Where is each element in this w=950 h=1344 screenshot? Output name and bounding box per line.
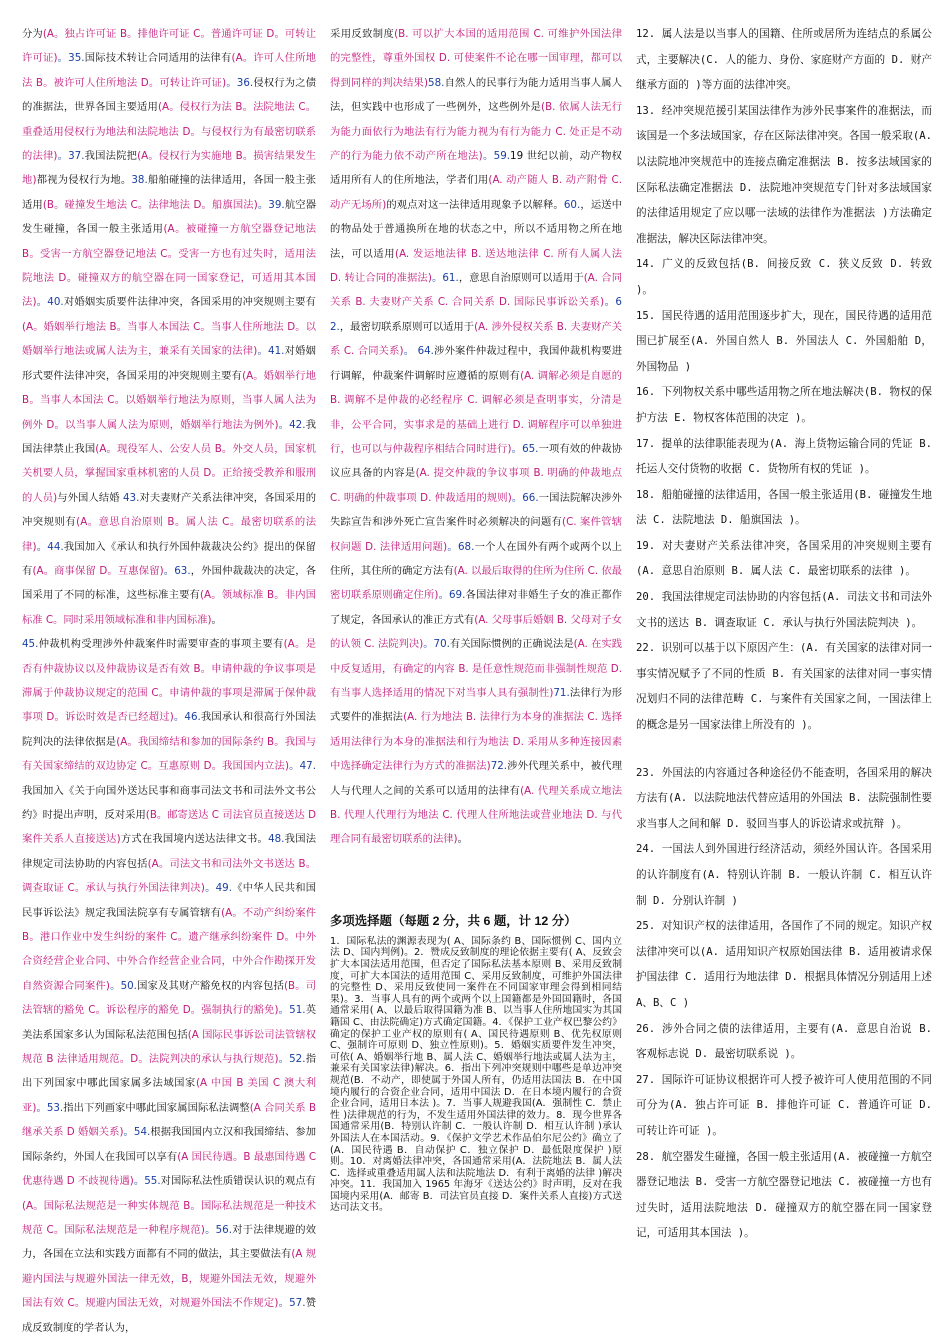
question-number: 。66. (511, 491, 539, 504)
question-number: 。36. (226, 76, 254, 89)
question-text: 仲裁机构受理涉外仲裁案件时需要审查的事项主要有 (38, 638, 284, 651)
question-text: 英美法系国家多认为国际私法范围包括 (22, 1004, 316, 1041)
question-number: 。46. (173, 711, 201, 724)
question-item: 24. 一国法人到外国进行经济活动，须经外国认许。各国采用的认许制度有(A. 特别认许制 B. 一般认许制 C. 相互认许制 D. 分别认许制 ) (636, 843, 932, 907)
question-number: 。51. (278, 1004, 306, 1017)
answer-text: (A 规避内国法与规避外国法一律无效，B，规避外国法无效，规避外国法有效 C。规避内国法无效，对规避外国法不作规定) (22, 1248, 317, 1310)
question-number: 48. (268, 833, 285, 846)
question-number: 。56. (204, 1223, 232, 1236)
answer-text: (B。邮寄送达 C 司法官员直接送达 D 案件关系人直接送达) (22, 809, 316, 846)
question-text: 一个人在国外有两个或两个以上住所，其住所的确定方法有 (330, 540, 622, 577)
question-number: 58. (428, 76, 445, 89)
question-text: 航空器发生碰撞，各国一般主张适用 (22, 198, 316, 236)
answer-text: (B. 可以扩大本国的适用范围 C. 可维护外国法律的完整性，尊重外国权 D. 可使案件不论在哪一国审理，都可以得到同样的判决结果) (330, 28, 623, 89)
question-text: 。 (211, 613, 222, 626)
answer-text: (A. 以最后取得的住所为住所 C. 依最密切联系原则确定住所) (330, 564, 622, 602)
question-number: 。40. (36, 296, 64, 309)
question-number: 。55. (133, 1175, 161, 1188)
question-number: 。44. (36, 540, 64, 553)
question-text: ，意思自治原则可以适用于 (458, 272, 584, 285)
answer-text: (A 合同关系 B 继承关系 D 婚姻关系) (22, 1101, 317, 1139)
answer-text: (A。被碰撞一方航空器登记地法 B。受害一方航空器登记地法 C。受害一方也有过失时，适用法院地法 D。碰撞双方的航空器在同一国家登记，可适用其本国法) (22, 223, 316, 309)
question-number: 。70. (423, 638, 450, 651)
question-text: 方式在我国境内送达法律文书。 (120, 833, 269, 846)
question-text: 我国法律规定司法协助的内容包括 (22, 833, 317, 870)
question-text: 我国承认和很高行外国法院判决的法律依据是 (22, 711, 316, 748)
question-text: 船舶碰撞的法律适用，各国一般主张适用 (22, 174, 316, 211)
question-text: 国际技术转让合同适用的法律有 (84, 52, 232, 65)
answer-paragraph (330, 22, 622, 852)
answer-text: (A。领域标准 B。非内国标准 C。同时采用领域标准和非内国标准) (22, 589, 317, 626)
multiple-choice-heading: 多项选择题（每题 2 分，共 6 题，计 12 分） (330, 913, 577, 928)
question-text: 各国法律对非婚生子女的准正都作了规定，各国承认的准正方式有 (330, 589, 622, 626)
question-text: 根据我国国内立汉和我国缔结、参加国际条约，外国人在我国可以享有 (22, 1126, 316, 1163)
answer-text: (A. 动产随人 B. 动产附骨 C. 动产无场所) (330, 174, 623, 211)
question-text: 赞成反致制度的学者认为， (22, 1297, 317, 1334)
answer-text: (B。司法管辖的豁免 C。诉讼程序的豁免 D。强制执行的豁免) (22, 979, 316, 1017)
question-text: ，最密切联系原则可以适用于 (339, 320, 475, 333)
answer-paragraph (22, 22, 316, 632)
question-number: 。69. (438, 589, 466, 602)
question-number: 72. (490, 760, 508, 773)
middle-column (330, 22, 622, 1214)
question-number: 。68. (447, 540, 475, 553)
answer-text: (A。国际私法规范是一种实体规范 B。国际私法规范是一种技术规范 C。国际私法规范是一种程序规范) (22, 1199, 316, 1236)
answer-text: (B. 依属人法无行为能力面依行为地法有行为能力视为有行为能力 C. 处正是不动产的行为能力依不动产所在地法) (330, 101, 622, 163)
answer-text: (A. 代理关系成立地法 B. 代理人代理行为地法 C. 代理人住所地法或营业地法 D. 与代理合同有最密切联系的法律) (330, 784, 623, 846)
question-number: 。63. (163, 564, 191, 577)
question-number: 38. (131, 174, 148, 187)
question-item: 25. 对知识产权的法律适用，各国作了不同的规定。知识产权法律冲突可以(A. 适用知识产权原始国法律 B. 适用被请求保护国法律 C. 适用行为地法律 D. 根据具体情况分别适用上述 A、B、C ) (636, 920, 932, 1009)
multiple-choice-questions: 1．国际私法的渊源表现为( A、国际条约 B、国际惯例 C、国内立法 D、国内判例)。2．赞成反致制度的理论依据主要有( A、反致会扩大本国法适用范围，但否定了国际私法基本原则 B、采用反致制度，可扩大本国法的适用范围 C、采用反致制度，可维护外国法律的完整性 D、采用反致使同一案件在不同国家审理会得到相同结果)。3．当事人具有的两个或两个以上国籍都是外国国籍时，各国通常采用( A、以最后取得国籍为准 B、以当事人住所地国实为其国籍国 C、由法院确定)方式确定国籍。4．《保护工业产权巴黎公约》确定的保护工业产权的原则有( A、国民待遇原则 B、优先权原则 C、强制许可原则 D、独立性原则)。5．婚姻实质要件发生冲突，可依( A、婚姻举行地 B、属人法 C、婚姻举行地法或属人法为主，兼采有关国家法律)解决。6．指出下列冲突规则中哪些是单边冲突规范(B．不动产，即使属于外国人所有，仍适用法国法 B．在中国境内履行的合资企业合同，适用中国法 D．在日本境内履行的合资企业合同，适用日本法 )。7．当事人规避我国(A．强制性 C．禁止性 )法律规范的行为，不发生适用外国法律的效力。8．现今世界各国通常采用(B．特别认许制 C．一般认许制 D．相互认许制 )承认外国法人在本国活动。9．《保护文学艺术作品伯尔尼公约》确立了(A．国民待遇 B．自动保护 C．独立保护 D．最低限度保护 )原则。10．对离婚法律冲突，各国通常采用(A．法院地法 B．属人法 C．选择或重叠适用属人法和法院地法 D．有利于离婚的法律 )解决冲突。11．我国加入 1965 年海牙《送达公约》时声明，反对在我国境内采用(A．邮寄 B．司法官员直接 D．案件关系人直接)方式送达司法文书。 (330, 935, 622, 1214)
question-text: 我国法律禁止我国 (22, 418, 316, 455)
question-number: 。62. (330, 296, 622, 333)
answer-text: (A。我国缔结和参加的国际条约 B。我国与有关国家缔结的双边协定 C。互惠原则 D。我国国内立法) (22, 735, 317, 773)
answer-text: (A。商事保留 D。互惠保留) (32, 564, 164, 577)
answer-text: (A. 涉外侵权关系 B. 夫妻财产关系 C. 合同关系) (330, 320, 623, 358)
question-number: 。47. (288, 760, 316, 773)
answer-text: (C. 案件管辖权问题 D. 法律适用问题) (330, 516, 622, 553)
question-number: 。 64. (403, 345, 434, 358)
answer-text: (A。许可人住所地法 B。被许可人住所地法 D。可转让许可证) (22, 52, 317, 89)
question-number: 。59. (482, 150, 511, 163)
right-column (636, 22, 932, 1247)
question-text: 法律行为形式要件的准据法 (330, 686, 622, 724)
question-number: 。39. (257, 198, 285, 211)
question-item: 23. 外国法的内容通过各种途径仍不能查明，各国采用的解决方法有(A. 以法院地法代替应适用的外国法 B. 法院强制性要求当事人之间和解 D. 驳回当事人的诉讼请求或抗辩 )。 (636, 766, 932, 830)
question-number: 。53. (36, 1101, 64, 1114)
answer-text: (A。侵权行为实施地 B。损害结果发生地) (22, 150, 316, 187)
question-number: 。57. (278, 1297, 306, 1310)
question-text: 的观点对这一法律适用现象予以解释。 (386, 198, 564, 211)
answer-text: (A. 行为地法 B. 法律行为本身的准据法 C. 选择适用法律行为本身的准据法和行为地法 D. 采用从多种连接因素中选择确定法律行为方式的准据法) (330, 711, 622, 773)
question-text: 自然人的民事行为能力适用当事人属人法，但实践中也形成了一些例外，这些例外是 (330, 76, 622, 114)
answer-text: (A。现役军人、公安人员 B。外交人员，国家机关机要人员，掌握国家重林机密的人员 D。正给接受教养和服刑的人员) (22, 442, 316, 504)
question-item: 27. 国际许可证协议根据许可人授予被许可人使用范围的不同可分为(A. 独占许可证 B. 排他许可证 C. 普通许可证 D. 可转让许可证 )。 (636, 1073, 932, 1137)
question-item: 12. 属人法是以当事人的国籍、住所或居所为连结点的系属公式，主要解决(C. 人的能力、身份、家庭财产方面的 D. 财产继承方面的 )等方面的法律冲突。 (636, 28, 932, 92)
question-number: 。65. (511, 442, 539, 455)
spacer (330, 852, 622, 910)
answer-text: (A。不动产纠纷案件 B。港口作业中发生纠纷的案件 C。遗产继承纠纷案件 D。中外合资经营企业合同、中外合作经营企业合同，中外合作勘探开发自然资源合同案件) (22, 906, 317, 992)
question-text: 侵权行为之债的准据法，世界各国主要适用 (22, 76, 316, 114)
spacer (636, 739, 932, 761)
answer-text: (A. 合同关系 B. 夫妻财产关系 C. 合同关系 D. 国际民事诉讼关系) (330, 272, 622, 309)
answer-text: (A。司法文书和司法外文书送达 B。调查取证 C。承认与执行外国法律判决) (22, 857, 316, 895)
question-text: 与外国人结婚 (57, 491, 123, 504)
question-number: 43. (122, 491, 140, 504)
answer-text: (A。独占许可证 B。排他许可证 C。普通许可证 D。可转让许可证) (22, 28, 317, 65)
question-item: 18. 船舶碰撞的法律适用，各国一般主张适用(B. 碰撞发生地法 C. 法院地法 D. 船旗国法 )。 (636, 488, 932, 527)
question-number: 。49. (204, 882, 232, 895)
answer-text: (A. 提交仲裁的争议事项 B. 明确的仲裁地点 C. 明确的仲裁事项 D. 仲裁适用的规则) (330, 467, 622, 504)
question-text: 对于法律规避的效力，各国在立法和实践方面都有不同的做法，其主要做法有 (22, 1223, 317, 1261)
question-item: 28. 航空器发生碰撞，各国一般主张适用(A. 被碰撞一方航空器登记地法 B. 受害一方航空器登记地法 C. 被碰撞一方也有过失时，适用法院地法 D. 碰撞双方的航空器在同一国家登记，可适用其本国法 )。 (636, 1150, 932, 1240)
question-item: 22. 识别可以基于以下原因产生：(A. 有关国家的法律对同一事实情况赋予了不同的性质 B. 有关国家的法律对同一事实情况划归不同的法律范畴 C. 与案件有关国家之间，一国法律上的概念是另一国家法律上所没有的 )。 (636, 642, 932, 732)
question-text: 国家及其财产豁免权的内容包括 (136, 979, 284, 992)
question-text: 对国际私法性质错误认识的观点有 (160, 1175, 316, 1188)
question-item: 14. 广义的反致包括(B. 间接反致 C. 狭义反致 D. 转致 )。 (636, 258, 932, 296)
question-text: 我国加入《承认和执行外国仲裁裁决公约》提出的保留有 (22, 540, 316, 577)
question-text: 19 世纪以前，动产物权适用所有人的住所地法，学者们用 (330, 150, 622, 187)
answer-text: (A。是否有仲裁协议以及仲裁协议是否有效 B。申请仲裁的争议事项是滞属于仲裁协议规定的范围 C。申请仲裁的事项是滞属于保仲裁事项 D。诉讼时效是否已经超过) (22, 638, 316, 724)
question-item: 16. 下列物权关系中哪些适用物之所在地法解决(B. 物权的保护方法 E. 物权客体范围的决定 )。 (636, 386, 932, 424)
left-column (22, 22, 316, 1340)
answer-text: (A 国民待遇。B 最惠国待遇 C 优惠待遇 D 不歧视待遇) (22, 1150, 317, 1188)
question-number: 。52. (278, 1053, 306, 1066)
question-text: 对夫妻财产关系法律冲突，各国采用的冲突规则有 (22, 491, 316, 529)
answer-text: (A. 父母事后婚姻 B. 父母对子女的认领 C. 法院判决) (330, 613, 622, 651)
question-text: 。 (457, 833, 468, 846)
question-number: 。61. (431, 272, 459, 285)
question-item: 15. 国民待遇的适用范围逐步扩大，现在，国民待遇的适用范围已扩展至(A. 外国自然人 B. 外国法人 C. 外国船舶 D，外国物品 ) (636, 309, 932, 373)
answer-text: (A 国际民事诉讼司法管辖权规范 B 法律适用规范。D。法院判决的承认与执行规范) (22, 1028, 317, 1066)
question-text: 都视为侵权行为地。 (36, 174, 132, 187)
question-text: 分为 (22, 28, 43, 40)
question-text: 涉外代理关系中，被代理人与代理人之间的关系可以适用的法律有 (330, 760, 622, 797)
question-number: 。50. (109, 979, 137, 992)
answer-text: (B。碰撞发生地法 C。法律地法 D。船旗国法) (42, 198, 258, 211)
question-text: 一项有效的仲裁协议应具备的内容是 (330, 442, 622, 480)
question-text: 指出下列画家中哪此国家属国际私法调整 (63, 1101, 250, 1114)
question-text: 有关国际惯例的正确说法是 (449, 638, 574, 651)
answer-text: (A 中国 B 美国 C 澳大利亚) (22, 1077, 317, 1114)
answer-text: (A。侵权行为法 B。法院地法 C。重叠适用侵权行为地法和法院地法 D。与侵权行为有最密切联系的法律) (22, 101, 316, 163)
question-item: 13. 经冲突规范援引某国法律作为涉外民事案件的准据法，而该国是一个多法域国家，存在区际法律冲突。各国一般采取(A. 以法院地冲突规范中的连接点确定准据法 B. 按多法域国家的区际私法确定准据法 D. 法院地冲突规范专门针对多法域国家的法律适用规定了应以哪一法域的法律作为准据法 )方法确定准据法，解决区际法律冲突。 (636, 104, 932, 245)
question-number: 。41. (257, 345, 285, 358)
question-text: 对婚姻形式要件法律冲突，各国采用的冲突规则主要有 (22, 345, 316, 382)
answer-text: (A。意思自治原则 B。属人法 C。最密切联系的法律) (22, 516, 316, 553)
question-text: ，外国仲裁裁决的决定，各国采用了不同的标准，这些标准主要有 (22, 564, 317, 602)
answer-text: (A。婚姻举行地 B。当事人本国法 C。以婚姻举行地法为原则，当事人属人法为例外 D。以当事人属人法为原则，婚姻举行地法为例外) (22, 369, 316, 431)
question-text: 涉外案件仲裁过程中，我国仲裁机构要进行调解，仲裁案件调解时应遵循的原则有 (330, 345, 623, 382)
answer-text: (A. 调解必须是自愿的 B. 调解不是仲裁的必经程序 C. 调解必须是查明事实，分清是非，公平合同，实事求是的基础上进行 D. 调解程序可以单独进行，也可以与仲裁程序相结合同时进行) (330, 369, 623, 455)
answer-text: (A. 发运地法律 B. 送达地法律 C. 所有人属人法 D. 转让合同的准据法) (330, 247, 622, 285)
answer-text: (A. 在实践中反复适用，有确定的内容 B. 是任意性规范而非强制性规范 D. 有当事人选择适用的情况下对当事人具有强制性) (330, 638, 622, 699)
question-item: 17. 提单的法律职能表现为(A. 海上货物运输合同的凭证 B. 托运人交付货物的收据 C. 货物所有权的凭证 )。 (636, 437, 932, 476)
question-text: 《中华人民共和国民事诉讼法》规定我国法院享有专属管辖有 (22, 882, 317, 919)
question-number: 。42. (278, 418, 306, 431)
question-number: 。37. (57, 150, 85, 163)
question-number: 45. (22, 638, 39, 651)
question-number: 60. (563, 198, 581, 211)
answer-text: (A。婚姻举行地法 B。当事人本国法 C。当事人住所地法 D。以婚姻举行地法或属人法为主，兼采有关国家的法律) (22, 320, 316, 358)
question-text: 我国法院把 (84, 150, 138, 163)
question-text: 采用反致制度 (330, 28, 395, 40)
question-text: ，运送中的物品处于普通换所在地的状态之中，所以不适用物之所在地法，可以适用 (330, 198, 622, 260)
question-item: 20. 我国法律规定司法协助的内容包括(A. 司法文书和司法外文书的送达 B. 调查取证 C. 承认与执行外国法院判决 )。 (636, 591, 932, 629)
question-item: 26. 涉外合同之债的法律适用，主要有(A. 意思自治说 B. 客观标志说 D. 最密切联系说 )。 (636, 1022, 932, 1061)
question-number: 。35. (57, 52, 85, 65)
question-text: 一国法院解决涉外失踪宣告和涉外死亡宣告案件时必须解决的问题有 (330, 491, 622, 529)
question-text: 我国加入《关于向国外送达民事和商事司法文书和司法外文书公约》时提出声明，反对采用 (22, 784, 316, 821)
question-text: 指出下列国家中哪此国家属多法域国家 (22, 1053, 316, 1090)
question-text: 对婚姻实质要件法律冲突，各国采用的冲突规则主要有 (63, 296, 316, 309)
question-number: 71. (553, 686, 570, 699)
question-item: 19. 对夫妻财产关系法律冲突，各国采用的冲突规则主要有(A. 意思自治原则 B. 属人法 C. 最密切联系的法律 )。 (636, 539, 932, 578)
answer-paragraph (22, 632, 316, 1340)
question-number: 。54. (123, 1126, 151, 1139)
